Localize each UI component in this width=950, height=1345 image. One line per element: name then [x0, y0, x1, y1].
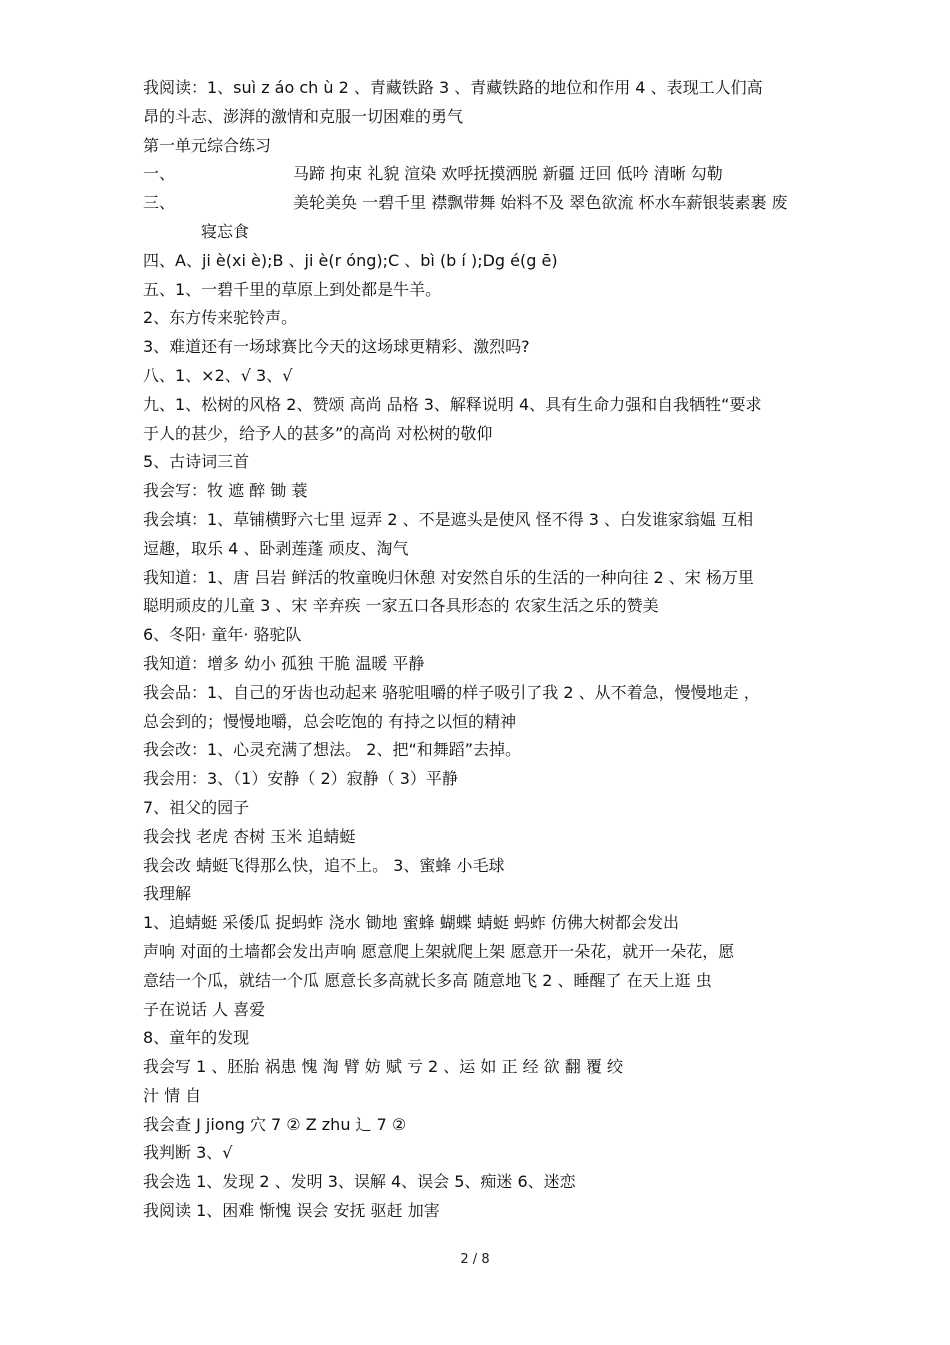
text-line: 我会写：牧 遮 醉 锄 蓑 — [143, 481, 308, 501]
text-line: 我阅读：1、suì z áo ch ù 2 、青藏铁路 3 、青藏铁路的地位和作用 4 、表现工人们高 — [143, 78, 763, 97]
text-line: 意结一个瓜，就结一个瓜 愿意长多高就长多高 随意地飞 2 、睡醒了 在天上逛 虫 — [143, 970, 712, 990]
answer-text: 美轮美奂 一碧千里 襟飘带舞 始料不及 翠色欲流 杯水车薪银装素裹 废 — [293, 193, 788, 213]
answer-text: 马蹄 拘束 礼貌 渲染 欢呼抚摸洒脱 新疆 迂回 低吟 清晰 勾勒 — [293, 164, 723, 184]
item-number: 三、 — [143, 193, 176, 213]
text-line: 汁 情 自 — [143, 1085, 202, 1105]
text-line: 我知道：1、唐 吕岩 鲜活的牧童晚归休憩 对安然自乐的生活的一种向往 2 、宋 杨万里 — [143, 567, 754, 587]
text-line: 我知道：增多 幼小 孤独 干脆 温暖 平静 — [143, 653, 425, 673]
text-line: 声响 对面的土墙都会发出声响 愿意爬上架就爬上架 愿意开一朵花，就开一朵花，愿 — [143, 941, 735, 961]
text-line: 总会到的；慢慢地嚼，总会吃饱的 有持之以恒的精神 — [143, 711, 517, 731]
text-line: 聪明顽皮的儿童 3 、宋 辛弃疾 一家五口各具形态的 农家生活之乐的赞美 — [143, 596, 659, 616]
text-line: 3、难道还有一场球赛比今天的这场球更精彩、激烈吗? — [143, 337, 530, 357]
text-line: 我会用：3、（1）安静（ 2）寂静（ 3）平静 — [143, 769, 458, 789]
text-line: 四、A、ji è(xi è);B 、ji è(r óng);C 、bì (b í );Dg é(g ē) — [143, 250, 558, 270]
text-line: 我会写 1 、胚胎 祸患 愧 淘 臂 妨 赋 亏 2 、运 如 正 经 欲 翻 覆 绞 — [143, 1057, 623, 1077]
page-number: 2 / 8 — [460, 1252, 490, 1267]
text-line: 我理解 — [143, 884, 192, 904]
text-line — [143, 160, 903, 189]
section-heading: 8、童年的发现 — [143, 1028, 250, 1048]
text-line: 逗趣，取乐 4 、卧剥莲蓬 顽皮、淘气 — [143, 538, 409, 558]
section-heading: 7、祖父的园子 — [143, 797, 250, 817]
text-line: 我会填：1、草铺横野六七里 逗弄 2 、不是遮头是使风 怪不得 3 、白发谁家翁媪 互相 — [143, 509, 754, 529]
text-line: 子在说话 人 喜爱 — [143, 999, 266, 1019]
text-line: 九、1、松树的风格 2、赞颂 高尚 品格 3、解释说明 4、具有生命力强和自我牺牲“要求 — [143, 394, 762, 414]
item-number: 一、 — [143, 164, 176, 184]
document-body — [143, 74, 903, 1226]
text-line: 我会找 老虎 杏树 玉米 追蜻蜓 — [143, 826, 356, 846]
text-line: 昂的斗志、澎湃的激情和克服一切困难的勇气 — [143, 106, 464, 126]
text-line: 寝忘食 — [201, 221, 250, 241]
text-line: 我会改：1、心灵充满了想法。 2、把“和舞蹈”去掉。 — [143, 740, 522, 760]
text-line: 五、1、一碧千里的草原上到处都是牛羊。 — [143, 279, 442, 299]
text-line: 我会改 蜻蜓飞得那么快，追不上。 3、蜜蜂 小毛球 — [143, 855, 505, 875]
text-line: 我判断 3、√ — [143, 1143, 233, 1163]
text-line: 于人的甚少，给予人的甚多”的高尚 对松树的敬仰 — [143, 423, 493, 443]
text-line: 八、1、×2、√ 3、√ — [143, 365, 293, 385]
section-heading: 6、冬阳· 童年· 骆驼队 — [143, 625, 302, 645]
text-line: 1、追蜻蜓 采倭瓜 捉蚂蚱 浇水 锄地 蜜蜂 蝴蝶 蜻蜓 蚂蚱 仿佛大树都会发出 — [143, 913, 679, 933]
text-line: 我会品：1、自己的牙齿也动起来 骆驼咀嚼的样子吸引了我 2 、从不着急，慢慢地走 ， — [143, 682, 760, 702]
text-line: 我会查 J jiong 穴 7 ② Z zhu 辶 7 ② — [143, 1114, 407, 1134]
text-line: 2、东方传来驼铃声。 — [143, 308, 298, 328]
text-line — [143, 189, 903, 218]
section-heading: 5、古诗词三首 — [143, 452, 250, 472]
text-line: 我阅读 1、困难 惭愧 误会 安抚 驱赶 加害 — [143, 1201, 440, 1221]
text-line: 我会选 1、发现 2 、发明 3、误解 4、误会 5、痴迷 6、迷恋 — [143, 1172, 576, 1192]
section-heading: 第一单元综合练习 — [143, 135, 272, 155]
